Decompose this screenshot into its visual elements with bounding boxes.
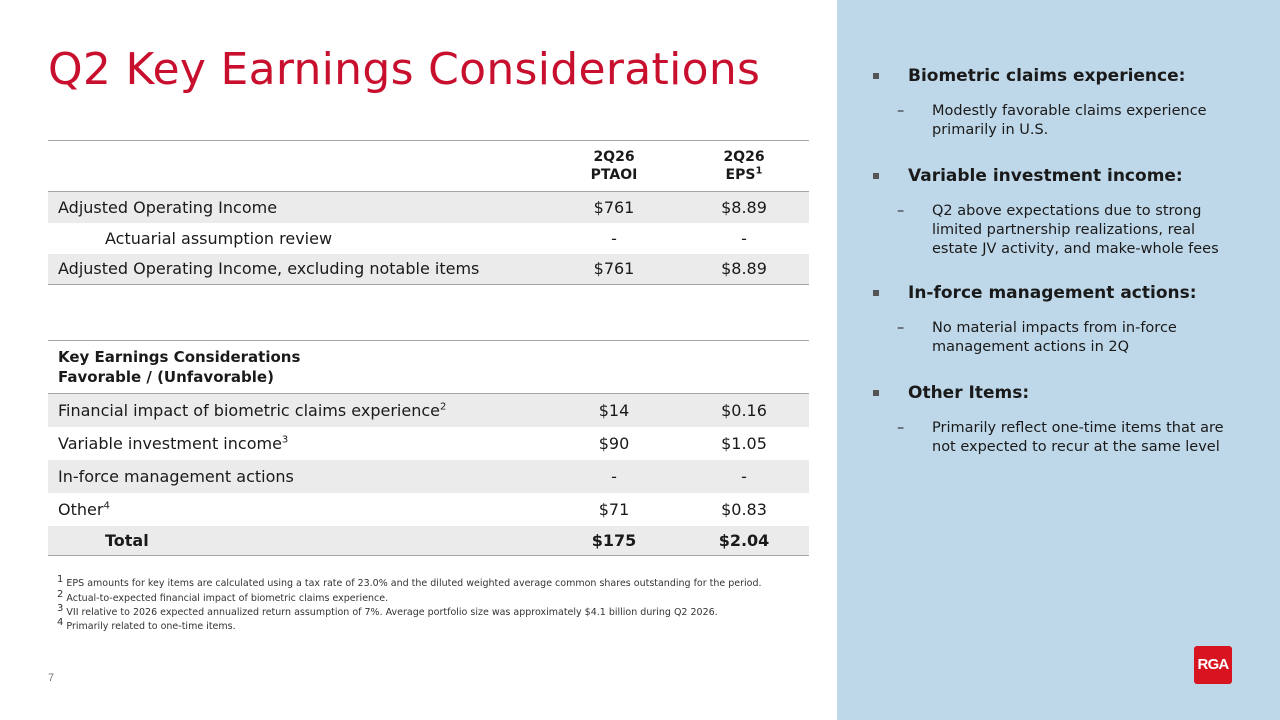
header-blank-cell: [48, 141, 549, 192]
dash-icon: –: [897, 103, 905, 119]
bullet-detail: – Primarily reflect one-time items that are not expected to recur at the same level: [897, 420, 1224, 455]
footnote: $^1$ EPS amounts for key items are calculated using a tax rate of 23.0% and the diluted weighted average common shares outstanding for the period.: [57, 574, 762, 590]
ptaoi-value: -: [549, 460, 679, 493]
footnote: $^3$ VII relative to 2026 expected annualized return assumption of 7%. Average portfolio size was approximately $4.1 billion during Q2 2026.: [57, 603, 718, 619]
table-header-row: [48, 141, 809, 192]
row-label: Other$^4$: [58, 499, 110, 519]
header-blank-cell: [679, 341, 809, 394]
column-header-eps: 2Q26 EPS$^1$: [679, 141, 809, 192]
row-label: In-force management actions: [48, 460, 549, 493]
commentary-panel: [837, 0, 1280, 720]
rga-logo: RGA: [1194, 646, 1232, 684]
table-row: [48, 254, 809, 285]
table-row: [48, 427, 809, 460]
eps-value: -: [679, 460, 809, 493]
total-row: [48, 526, 809, 556]
table-row: [48, 460, 809, 493]
dash-icon: –: [897, 320, 905, 336]
eps-value: $1.05: [721, 433, 767, 453]
ptaoi-value: $761: [549, 254, 679, 285]
page-number: 7: [48, 672, 55, 684]
header-blank-cell: [549, 341, 679, 394]
dash-icon: –: [897, 203, 905, 219]
commentary-item: [871, 281, 1241, 357]
footnotes: [57, 574, 802, 636]
ptaoi-value: $71: [598, 499, 630, 519]
table-row: [48, 192, 809, 223]
table-row: [48, 493, 809, 526]
commentary-item: [871, 381, 1241, 457]
row-label: Adjusted Operating Income: [48, 192, 549, 223]
page-title: Q2 Key Earnings Considerations: [48, 44, 761, 95]
row-label: Financial impact of biometric claims experience$^2$: [48, 394, 549, 427]
dash-icon: –: [897, 420, 905, 436]
table-row: [48, 223, 809, 254]
earnings-table: [48, 140, 809, 285]
ptaoi-value: $761: [549, 192, 679, 223]
square-bullet-icon: [873, 290, 879, 296]
total-eps: $2.04: [679, 526, 809, 556]
bullet-detail: – No material impacts from in-force management actions in 2Q: [897, 320, 1177, 355]
commentary-item: [871, 64, 1241, 140]
bullet-heading: Variable investment income:: [871, 164, 1241, 188]
eps-value: $8.89: [679, 254, 809, 285]
square-bullet-icon: [873, 73, 879, 79]
considerations-header: Key Earnings Considerations Favorable / (Unfavorable): [48, 341, 549, 394]
square-bullet-icon: [873, 173, 879, 179]
ptaoi-value: $14: [549, 394, 679, 427]
column-header-ptaoi: 2Q26 PTAOI: [549, 141, 679, 192]
bullet-heading: In-force management actions:: [871, 281, 1241, 305]
row-label: Actuarial assumption review: [105, 228, 333, 248]
commentary-item: [871, 164, 1241, 259]
row-label: Variable investment income$^3$: [58, 433, 289, 453]
footnote: $^2$ Actual-to-expected financial impact of biometric claims experience.: [57, 589, 389, 605]
table-row: [48, 394, 809, 427]
eps-value: $0.83: [721, 499, 767, 519]
ptaoi-value: $90: [598, 433, 630, 453]
bullet-heading: Biometric claims experience:: [871, 64, 1241, 88]
total-label: Total: [48, 526, 549, 556]
considerations-table: [48, 340, 809, 556]
eps-value: $8.89: [679, 192, 809, 223]
eps-value: -: [741, 228, 747, 248]
bullet-heading: Other Items:: [871, 381, 1241, 405]
bullet-detail: – Q2 above expectations due to strong limited partnership realizations, real estate JV activity, and make-whole fees: [897, 203, 1219, 257]
row-label: Adjusted Operating Income, excluding notable items: [48, 254, 549, 285]
square-bullet-icon: [873, 390, 879, 396]
total-ptaoi: $175: [549, 526, 679, 556]
commentary-list: [871, 64, 1241, 481]
ptaoi-value: -: [611, 228, 617, 248]
footnote: $^4$ Primarily related to one-time items.: [57, 617, 236, 633]
eps-value: $0.16: [679, 394, 809, 427]
bullet-detail: – Modestly favorable claims experience primarily in U.S.: [897, 103, 1207, 138]
table-header-row: [48, 341, 809, 394]
